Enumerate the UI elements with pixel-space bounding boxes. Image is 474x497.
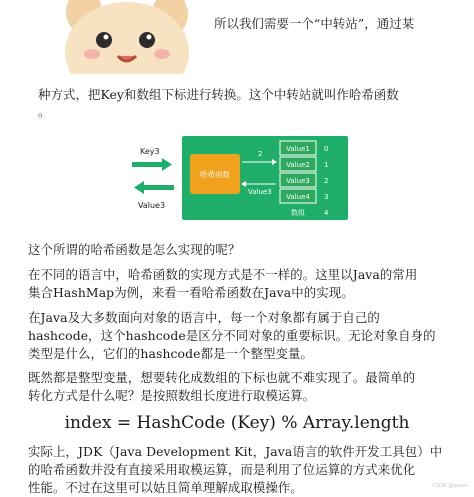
- hash-function-diagram: [132, 128, 352, 234]
- question-line: 这个所谓的哈希函数是怎么实现的呢？: [28, 242, 241, 257]
- left-arrow-icon: [134, 181, 174, 194]
- intro-line-3: 。: [38, 104, 51, 119]
- paragraph-line: 性能。不过在这里可以姑且简单理解成取模操作。: [28, 480, 303, 495]
- array-cell: Value1: [286, 145, 310, 153]
- array-cell: Value4: [286, 193, 310, 201]
- intro-line-1: 所以我们需要一个“中转站”，通过某: [214, 16, 415, 31]
- index-label: 2: [258, 150, 263, 158]
- paragraph-line: hashcode，这个hashcode是区分不同对象的重要标识。无论对象自身的: [28, 328, 436, 343]
- paragraph-line: 转化方式是什么呢？是按照数组长度进行取模运算。: [28, 388, 316, 403]
- return-value-label: Value3: [248, 188, 272, 196]
- paragraph-line: 在不同的语言中，哈希函数的实现方式是不一样的。这里以Java的常用: [28, 267, 418, 282]
- array-cell: Value3: [286, 177, 310, 185]
- array-title: 数组: [291, 209, 305, 217]
- array-cell: Value2: [286, 161, 310, 169]
- array-index: 4: [324, 209, 329, 217]
- value-label: Value3: [138, 201, 166, 210]
- paragraph-4: [28, 443, 466, 497]
- key-label: Key3: [140, 147, 160, 156]
- paragraph-2: [28, 309, 466, 363]
- hash-function-label: 哈希函数: [200, 170, 230, 179]
- paragraph-line: 类型是什么，它们的hashcode都是一个整型变量。: [28, 346, 314, 361]
- array-index: 1: [324, 161, 329, 169]
- array-index: 2: [324, 177, 329, 185]
- paragraph-line: 集合HashMap为例，来看一看哈希函数在Java中的实现。: [28, 285, 354, 300]
- paragraph-line: 的哈希函数并没有直接采用取模运算，而是利用了位运算的方式来优化: [28, 462, 416, 477]
- paragraph-line: 既然都是整型变量，想要转化成数组的下标也就不难实现了。最简单的: [28, 370, 416, 385]
- array-index: 3: [324, 193, 329, 201]
- cartoon-mascot-image: [52, 0, 202, 74]
- watermark: CSDN @xxxxx: [432, 483, 468, 489]
- right-arrow-icon: [132, 158, 172, 171]
- paragraph-1: [28, 266, 466, 302]
- paragraph-line: 实际上，JDK（Java Development Kit，Java语言的软件开发工具包）中: [28, 444, 443, 459]
- intro-line-2: 种方式，把Key和数组下标进行转换。这个中转站就叫作哈希函数: [38, 87, 399, 102]
- formula-line: index = HashCode (Key) % Array.length: [64, 413, 410, 433]
- array-index: 0: [324, 145, 329, 153]
- paragraph-line: 在Java及大多数面向对象的语言中，每一个对象都有属于自己的: [28, 310, 380, 325]
- paragraph-3: [28, 369, 466, 405]
